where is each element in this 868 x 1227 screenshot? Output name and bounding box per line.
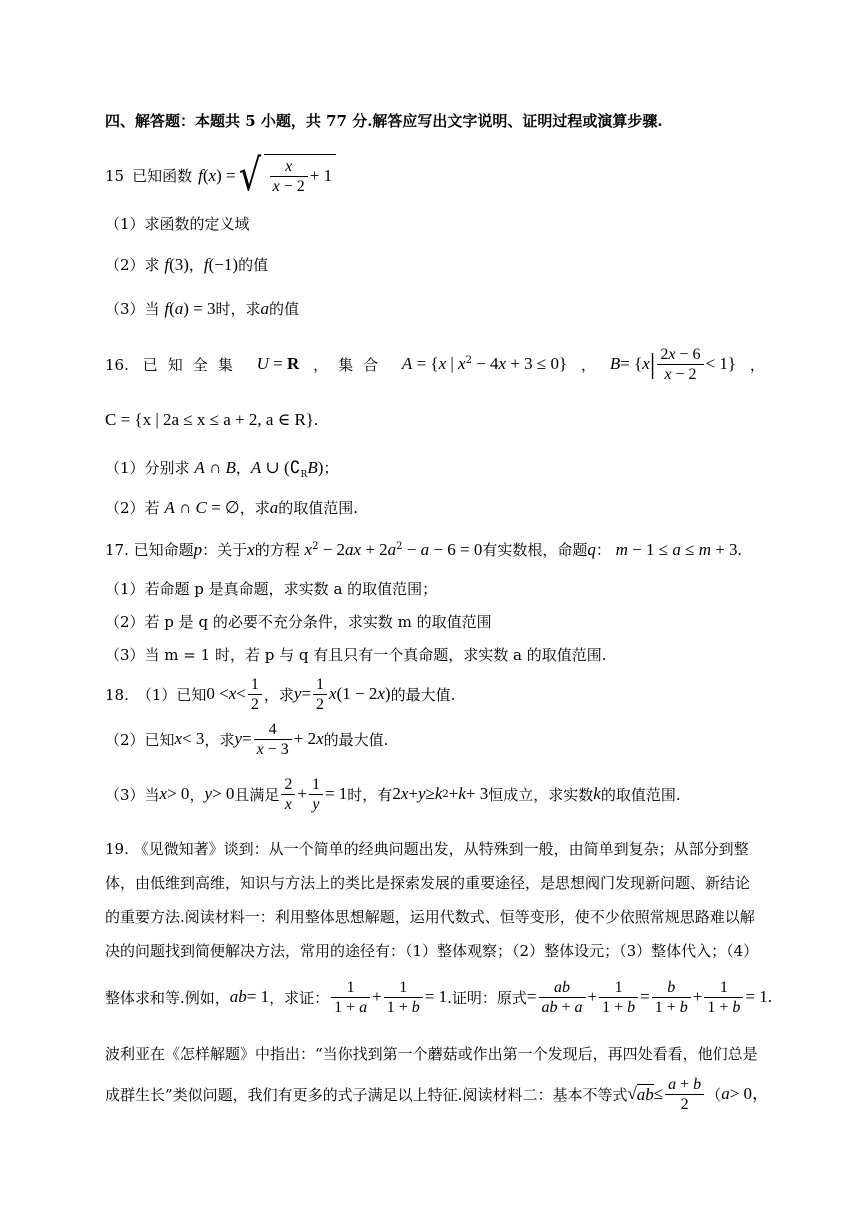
q16-set-B: B = { x | $\frac{2x - 6}{x - 2}$ < 1}: [609, 346, 737, 384]
q19-line2: 体，由低维到高维，知识与方法上的类比是探索发展的重要途径，是思想阀门发现新问题、新结论: [105, 874, 751, 892]
q16-number: 16.: [105, 355, 129, 374]
question-18-part1: 18. （1）已知 0 < x < $\frac{1}{2}$ ，求 y = $\frac{1}{2}$ x (1 − 2 x ) 的最大值.: [105, 676, 456, 714]
q16-set-C: C = {x | 2a ≤ x ≤ a + 2, a ∈ R}.: [105, 410, 319, 429]
q16-set-A: A = {x | $x^2 - 4x + 3 \le 0$}: [401, 354, 568, 374]
q15-intro: 已知函数: [132, 167, 193, 185]
q19-line5: 整体求和等.例如， ab = 1 ，求证： $\frac{1}{1 + a}$ + $\frac{1}{1 + b}$ = 1 .证明：原式 = $\frac{ab}{ab + a}$ + $\frac{1}{1 + b}$ = $\frac{b}{1 + b}$ + $\frac{1}{1 + b}$ = 1.: [105, 979, 773, 1017]
q15-function: f: [198, 165, 203, 185]
question-15: 15 已知函数 f ( x ) = √ $\frac{x}{x - 2}$ + 1: [105, 150, 336, 202]
q15-number: 15: [105, 167, 125, 185]
question-18-part2: （2）已知 x < 3 ，求 y = $\frac{4}{x - 3}$ + 2 x 的最大值.: [105, 721, 389, 759]
q19-line7: 成群生长”类似问题，我们有更多的式子满足以上特征.阅读材料二：基本不等式 √ ab ≤ $\frac{a + b}{2}$ （ a > 0，: [105, 1076, 770, 1114]
question-16: 16. 已知全集 U = R ，集合 A = {x | $x^2 - 4x + 3 \le 0$} ， B = { x | $\frac{2x - 6}{x - 2}$ < 1} ，: [105, 346, 765, 384]
question-18-part3: （3）当 x > 0 ， y > 0 且满足 $\frac{2}{x}$ + $\frac{1}{y}$ = 1 时，有 2 x + y ≥ k 2 + k + 3 恒成立，求实数 k 的取值范围.: [105, 776, 681, 814]
q19-line3: 的重要方法.阅读材料一：利用整体思想解题，运用代数式、恒等变形，使不少依照常规思路难以解: [105, 908, 755, 926]
q15-part2: （2）求 f(3)，f(−1)的值: [105, 255, 269, 274]
q16-part1: （1）分别求 A ∩ B，A ∪ $(∁_RB)$；: [105, 458, 339, 480]
q19-line6: 波利亚在《怎样解题》中指出：“当你找到第一个蘑菇或作出第一个发现后，再四处看看，他们总是: [105, 1045, 758, 1063]
q15-sqrt-expression: √ $\frac{x}{x - 2}$ + 1: [236, 154, 337, 198]
q17-part3: （3）当 m = 1 时，若 p 与 q 有且只有一个真命题，求实数 a 的取值范围.: [105, 646, 607, 664]
q19-line4: 决的问题找到简便解决方法，常用的途径有：（1）整体观察；（2）整体设元；（3）整体代入；（4）: [105, 942, 759, 960]
q15-part3: （3）当 f(a) = 3时，求a的值: [105, 299, 300, 318]
q16-part2: （2）若 A ∩ C = ∅，求a的取值范围.: [105, 498, 359, 517]
section-heading: 四、解答题：本题共 5 小题，共 77 分.解答应写出文字说明、证明过程或演算步骤.: [105, 112, 663, 130]
q19-line1: 19. 《见微知著》谈到：从一个简单的经典问题出发，从特殊到一般，由简单到复杂；从部分到整: [105, 840, 749, 858]
question-17: 17. 已知命题p：关于x的方程 $x^2 - 2ax + 2a^2 - a - 6 = 0$有实数根，命题q： m − 1 ≤ a ≤ m + 3.: [105, 540, 742, 559]
q17-part1: （1）若命题 p 是真命题，求实数 a 的取值范围；: [105, 580, 438, 598]
q15-part1: （1）求函数的定义域: [105, 215, 250, 233]
q17-part2: （2）若 p 是 q 的必要不充分条件，求实数 m 的取值范围: [105, 613, 492, 631]
